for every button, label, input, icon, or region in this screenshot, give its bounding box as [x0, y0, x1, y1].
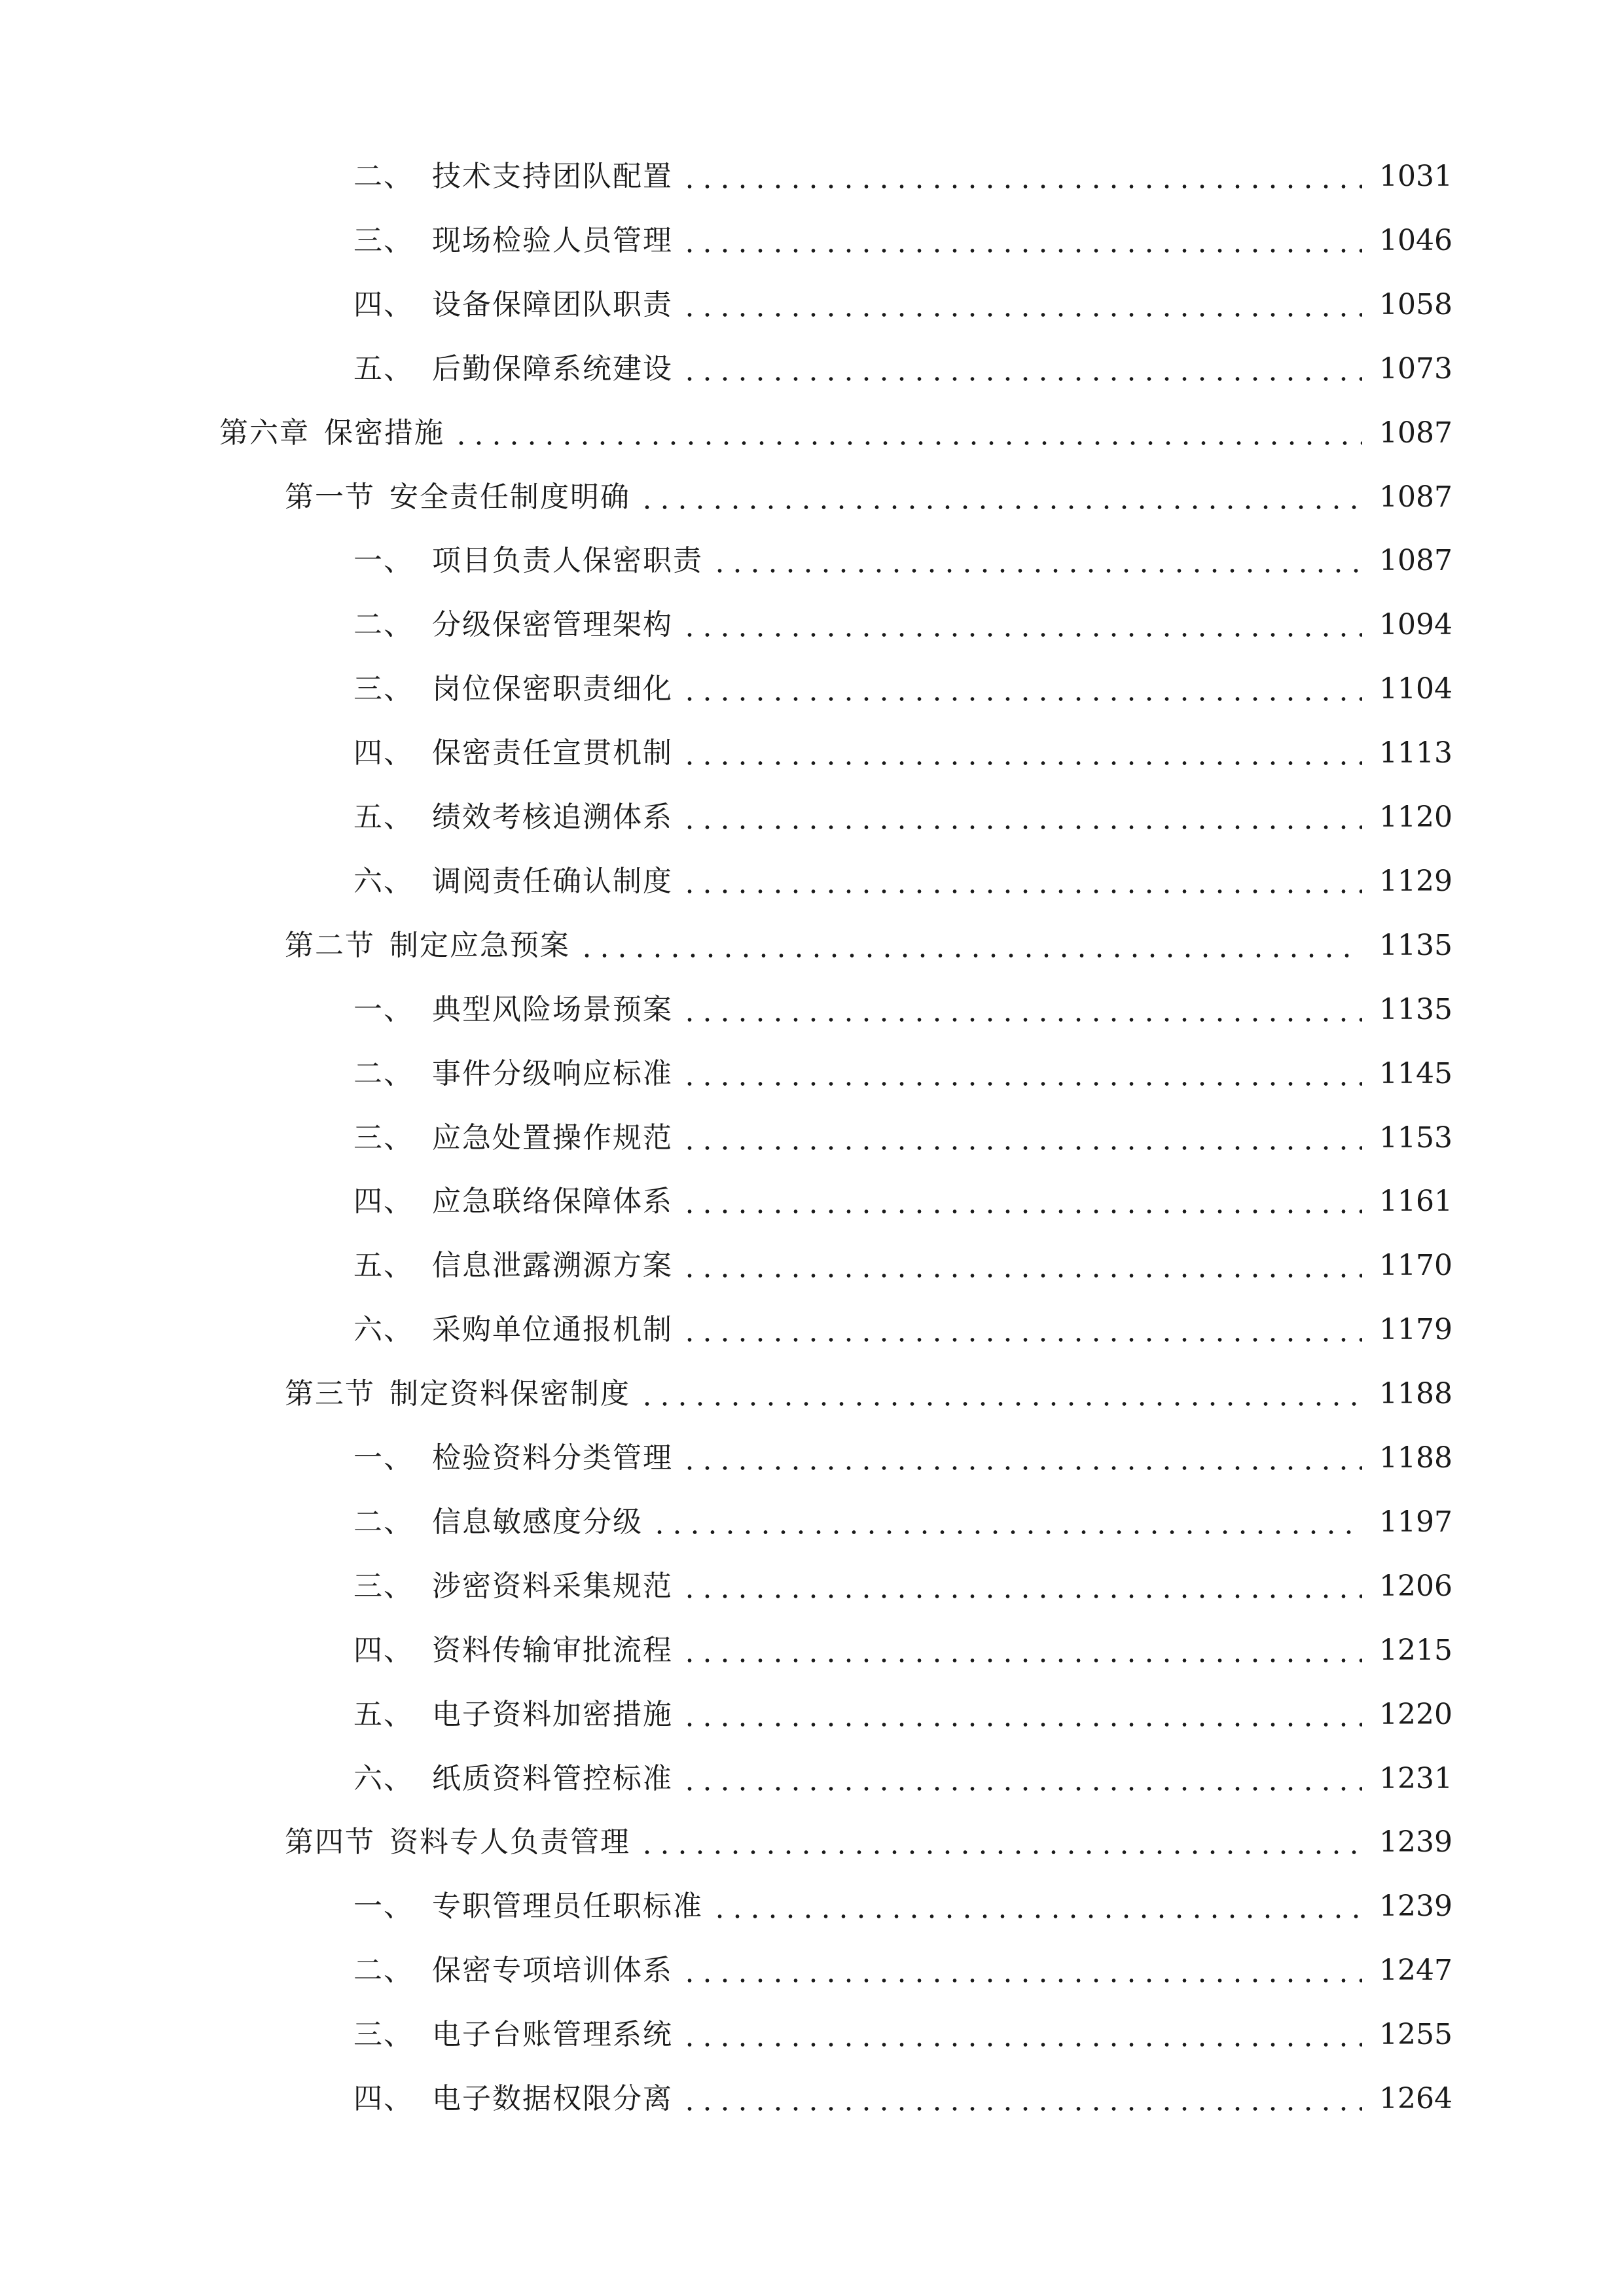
- toc-page-number: 1129: [1379, 864, 1453, 898]
- toc-entry[interactable]: [353, 1304, 1453, 1356]
- toc-entry-title: 技术支持团队配置: [432, 160, 673, 193]
- toc-entry-number: 五、: [353, 800, 414, 834]
- toc-entry-number: 六、: [353, 1761, 414, 1795]
- toc-entry-title: 应急联络保障体系: [432, 1185, 673, 1219]
- toc-dot-leader: [681, 1432, 1362, 1484]
- toc-entry-number: 二、: [353, 608, 414, 642]
- toc-entry[interactable]: [353, 791, 1453, 844]
- toc-dot-leader: [638, 1816, 1362, 1869]
- toc-entry-title: 保密措施: [324, 416, 444, 450]
- toc-dot-leader: [681, 2073, 1362, 2125]
- toc-entry-title: 采购单位通报机制: [432, 1313, 673, 1347]
- toc-entry-title: 安全责任制度明确: [389, 480, 630, 514]
- toc-dot-leader: [681, 215, 1362, 267]
- toc-entry-number: 四、: [353, 736, 414, 770]
- toc-entry[interactable]: [353, 599, 1453, 651]
- toc-page-number: 1206: [1379, 1569, 1453, 1603]
- toc-entry-title: 后勤保障系统建设: [432, 351, 673, 386]
- toc-entry[interactable]: [353, 663, 1453, 715]
- toc-page-number: 1215: [1379, 1633, 1453, 1667]
- toc-page-number: 1197: [1379, 1505, 1453, 1539]
- toc-entry-number: 一、: [353, 1890, 414, 1924]
- toc-dot-leader: [711, 535, 1362, 587]
- toc-entry[interactable]: [285, 1816, 1453, 1869]
- toc-dot-leader: [681, 279, 1362, 331]
- toc-entry-title: 信息敏感度分级: [432, 1505, 643, 1539]
- toc-entry[interactable]: [353, 855, 1453, 908]
- toc-entry-number: 四、: [353, 2082, 414, 2115]
- toc-dot-leader: [681, 1175, 1362, 1228]
- toc-page-number: 1104: [1379, 672, 1453, 706]
- toc-entry-number: 三、: [353, 672, 414, 706]
- toc-entry[interactable]: [353, 1753, 1453, 1805]
- toc-entry-title: 电子台账管理系统: [432, 2018, 673, 2052]
- toc-dot-leader: [578, 920, 1362, 972]
- toc-page-number: 1135: [1379, 928, 1453, 962]
- toc-entry-number: 四、: [353, 1185, 414, 1219]
- toc-dot-leader: [681, 599, 1362, 651]
- toc-page-number: 1188: [1379, 1377, 1453, 1411]
- toc-dot-leader: [681, 1753, 1362, 1805]
- toc-page-number: 1113: [1379, 736, 1453, 770]
- toc-dot-leader: [681, 1560, 1362, 1613]
- toc-dot-leader: [681, 1624, 1362, 1677]
- toc-dot-leader: [681, 791, 1362, 844]
- toc-page-number: 1220: [1379, 1697, 1453, 1731]
- toc-dot-leader: [681, 663, 1362, 715]
- toc-page-number: 1073: [1379, 351, 1453, 386]
- toc-entry-title: 电子资料加密措施: [432, 1697, 673, 1731]
- toc-entry-number: 二、: [353, 1056, 414, 1090]
- toc-page-number: 1046: [1379, 223, 1453, 257]
- toc-entry-title: 分级保密管理架构: [432, 608, 673, 642]
- toc-page-number: 1239: [1379, 1890, 1453, 1924]
- toc-entry-number: 四、: [353, 1633, 414, 1667]
- toc-entry-title: 资料专人负责管理: [389, 1825, 630, 1859]
- toc-entry-title: 岗位保密职责细化: [432, 672, 673, 706]
- toc-page-number: 1087: [1379, 416, 1453, 450]
- toc-page-number: 1087: [1379, 480, 1453, 514]
- toc-entry-title: 检验资料分类管理: [432, 1441, 673, 1475]
- toc-entry[interactable]: [353, 1496, 1453, 1549]
- toc-entry-number: 第四节: [285, 1825, 375, 1859]
- toc-dot-leader: [681, 1689, 1362, 1741]
- toc-entry[interactable]: [219, 407, 1453, 459]
- toc-page-number: 1145: [1379, 1056, 1453, 1090]
- toc-entry-number: 第三节: [285, 1377, 375, 1411]
- toc-entry-title: 现场检验人员管理: [432, 223, 673, 257]
- toc-entry-title: 制定应急预案: [389, 928, 570, 962]
- toc-entry[interactable]: [353, 151, 1453, 203]
- toc-page-number: 1087: [1379, 544, 1453, 578]
- toc-dot-leader: [638, 471, 1362, 524]
- toc-entry-number: 三、: [353, 1121, 414, 1155]
- toc-entry-title: 制定资料保密制度: [389, 1377, 630, 1411]
- toc-entry-number: 六、: [353, 1313, 414, 1347]
- toc-dot-leader: [681, 1945, 1362, 1997]
- toc-entry[interactable]: [353, 1945, 1453, 1997]
- toc-dot-leader: [681, 343, 1362, 395]
- toc-entry-title: 调阅责任确认制度: [432, 864, 673, 898]
- toc-page-number: 1120: [1379, 800, 1453, 834]
- toc-dot-leader: [711, 1880, 1362, 1933]
- toc-entry[interactable]: [353, 1432, 1453, 1484]
- toc-entry[interactable]: [353, 984, 1453, 1036]
- toc-entry-title: 保密责任宣贯机制: [432, 736, 673, 770]
- toc-page-number: 1058: [1379, 287, 1453, 321]
- toc-entry-number: 第二节: [285, 928, 375, 962]
- toc-entry-title: 电子数据权限分离: [432, 2082, 673, 2115]
- toc-entry[interactable]: [353, 1175, 1453, 1228]
- toc-page-number: 1135: [1379, 992, 1453, 1026]
- toc-entry[interactable]: [353, 1048, 1453, 1100]
- toc-page-number: 1239: [1379, 1825, 1453, 1859]
- toc-entry[interactable]: [353, 1112, 1453, 1164]
- toc-entry[interactable]: [353, 727, 1453, 780]
- toc-page-number: 1255: [1379, 2018, 1453, 2052]
- toc-entry-title: 专职管理员任职标准: [432, 1890, 703, 1924]
- toc-entry-title: 纸质资料管控标准: [432, 1761, 673, 1795]
- toc-entry-title: 应急处置操作规范: [432, 1121, 673, 1155]
- toc-entry[interactable]: [353, 279, 1453, 331]
- toc-dot-leader: [681, 984, 1362, 1036]
- toc-dot-leader: [681, 2009, 1362, 2061]
- toc-entry-number: 六、: [353, 864, 414, 898]
- toc-entry-number: 二、: [353, 1505, 414, 1539]
- toc-entry-number: 一、: [353, 992, 414, 1026]
- toc-entry[interactable]: [285, 1368, 1453, 1420]
- toc-entry-number: 第一节: [285, 480, 375, 514]
- toc-entry[interactable]: [353, 2073, 1453, 2125]
- toc-entry[interactable]: [353, 1560, 1453, 1613]
- toc-entry[interactable]: [353, 2009, 1453, 2061]
- toc-page-number: 1161: [1379, 1185, 1453, 1219]
- toc-dot-leader: [452, 407, 1362, 459]
- toc-entry[interactable]: [353, 1240, 1453, 1292]
- toc-dot-leader: [681, 151, 1362, 203]
- toc-dot-leader: [681, 727, 1362, 780]
- toc-entry-title: 事件分级响应标准: [432, 1056, 673, 1090]
- toc-entry[interactable]: [353, 1689, 1453, 1741]
- toc-dot-leader: [638, 1368, 1362, 1420]
- toc-entry[interactable]: [353, 343, 1453, 395]
- toc-entry[interactable]: [353, 535, 1453, 587]
- toc-entry-number: 五、: [353, 1697, 414, 1731]
- toc-entry-number: 一、: [353, 544, 414, 578]
- toc-dot-leader: [681, 855, 1362, 908]
- toc-entry-number: 第六章: [219, 416, 310, 450]
- toc-dot-leader: [651, 1496, 1362, 1549]
- toc-dot-leader: [681, 1240, 1362, 1292]
- toc-page-number: 1179: [1379, 1313, 1453, 1347]
- toc-page-number: 1094: [1379, 608, 1453, 642]
- toc-entry[interactable]: [285, 471, 1453, 524]
- toc-entry-number: 五、: [353, 1249, 414, 1283]
- toc-entry-number: 四、: [353, 287, 414, 321]
- toc-entry-title: 项目负责人保密职责: [432, 544, 703, 578]
- toc-page-number: 1153: [1379, 1121, 1453, 1155]
- toc-entry-title: 设备保障团队职责: [432, 287, 673, 321]
- toc-entry-title: 涉密资料采集规范: [432, 1569, 673, 1603]
- toc-entry-number: 二、: [353, 1954, 414, 1988]
- toc-page-number: 1247: [1379, 1954, 1453, 1988]
- toc-dot-leader: [681, 1304, 1362, 1356]
- toc-entry-number: 二、: [353, 160, 414, 193]
- toc-dot-leader: [681, 1048, 1362, 1100]
- toc-entry-title: 绩效考核追溯体系: [432, 800, 673, 834]
- toc-entry-number: 三、: [353, 2018, 414, 2052]
- toc-entry-title: 典型风险场景预案: [432, 992, 673, 1026]
- toc-entry-number: 三、: [353, 1569, 414, 1603]
- toc-entry-title: 资料传输审批流程: [432, 1633, 673, 1667]
- toc-page-number: 1170: [1379, 1249, 1453, 1283]
- toc-entry-number: 一、: [353, 1441, 414, 1475]
- toc-entry-title: 信息泄露溯源方案: [432, 1249, 673, 1283]
- toc-entry[interactable]: [353, 1880, 1453, 1933]
- toc-entry-title: 保密专项培训体系: [432, 1954, 673, 1988]
- toc-page-number: 1031: [1379, 160, 1453, 193]
- toc-entry[interactable]: [353, 215, 1453, 267]
- toc-entry[interactable]: [285, 920, 1453, 972]
- toc-entry-number: 三、: [353, 223, 414, 257]
- toc-entry-number: 五、: [353, 351, 414, 386]
- toc-dot-leader: [681, 1112, 1362, 1164]
- toc-page-number: 1231: [1379, 1761, 1453, 1795]
- toc-entry[interactable]: [353, 1624, 1453, 1677]
- toc-page-number: 1264: [1379, 2082, 1453, 2115]
- toc-page-number: 1188: [1379, 1441, 1453, 1475]
